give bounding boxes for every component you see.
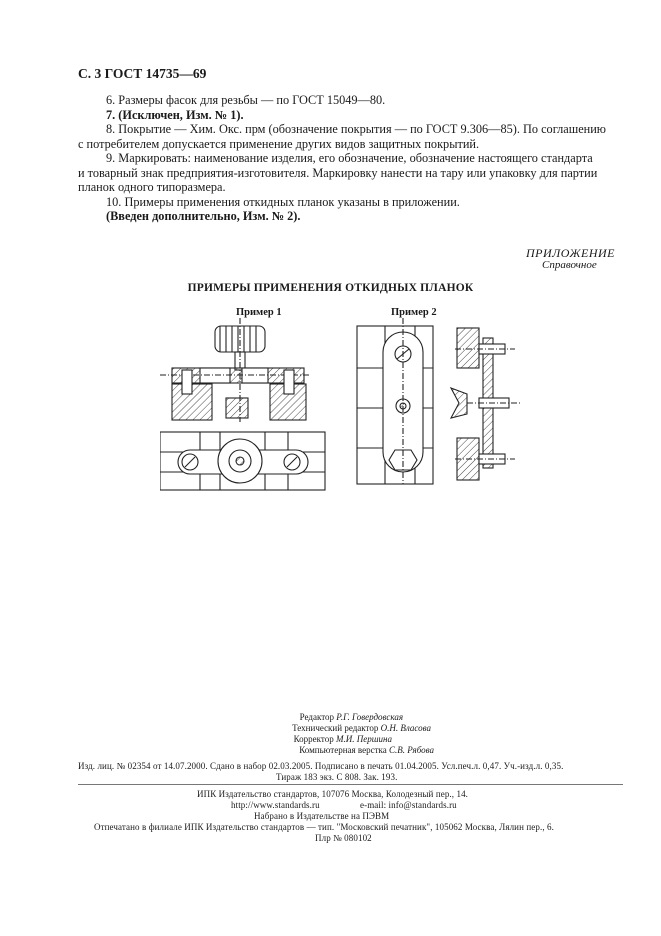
example2-drawing — [355, 318, 525, 488]
imprint-url: http://www.standards.ru — [231, 800, 320, 810]
credit-editor-role: Редактор — [299, 712, 335, 722]
item-9-line2: и товарный знак предприятия-изготовителя. Маркировку нанести на тару или упаковку для партии — [78, 166, 598, 180]
credit-editor-name: Р.Г. Говердовская — [336, 712, 403, 722]
credit-layout — [299, 745, 434, 757]
imprint-line7: Плр № 080102 — [315, 833, 372, 843]
item-7: 7. (Исключен, Изм. № 1). — [106, 108, 244, 122]
credit-layout-role: Компьютерная верстка — [299, 745, 387, 755]
imprint-line1: Изд. лиц. № 02354 от 14.07.2000. Сдано в набор 02.03.2005. Подписано в печать 01.04.2005. Усл.печ.л. 0,47. Уч.-изд.л. 0,35. — [78, 761, 564, 771]
page-header: С. 3 ГОСТ 14735—69 — [78, 66, 207, 81]
example2-label: Пример 2 — [391, 307, 437, 318]
example1-label: Пример 1 — [236, 307, 282, 318]
imprint-line2: Тираж 183 экз. С 808. Зак. 193. — [276, 772, 398, 782]
appendix-title: ПРИЛОЖЕНИЕ — [526, 246, 615, 260]
credit-corrector-role: Корректор — [293, 734, 334, 744]
credit-tech-role: Технический редактор — [292, 723, 379, 733]
item-9-line3: планок одного типоразмера. — [78, 180, 226, 194]
item-10: 10. Примеры применения откидных планок указаны в приложении. — [106, 195, 460, 209]
credit-corrector — [294, 734, 392, 746]
credit-corrector-name: М.И. Першина — [336, 734, 392, 744]
item-8-line2: с потребителем допускается применение других видов защитных покрытий. — [78, 137, 480, 151]
imprint-email: e-mail: info@standards.ru — [360, 800, 457, 810]
example1-drawing — [160, 318, 330, 493]
imprint-line5: Набрано в Издательстве на ПЭВМ — [254, 811, 390, 821]
imprint-rule — [78, 784, 623, 785]
item-9-line1: 9. Маркировать: наименование изделия, его обозначение, обозначение настоящего стандарта — [106, 151, 593, 165]
credit-layout-name: С.В. Рябова — [389, 745, 434, 755]
credit-editor — [300, 712, 403, 724]
credit-tech — [292, 723, 431, 735]
imprint-line6: Отпечатано в филиале ИПК Издательство стандартов — тип. "Московский печатник", 105062 Москва, Лялин пер., 6. — [94, 822, 554, 832]
appendix-subtitle: Справочное — [542, 259, 597, 271]
imprint-line3: ИПК Издательство стандартов, 107076 Москва, Колодезный пер., 14. — [197, 789, 469, 799]
credit-tech-name: О.Н. Власова — [380, 723, 431, 733]
appendix-heading: ПРИМЕРЫ ПРИМЕНЕНИЯ ОТКИДНЫХ ПЛАНОК — [187, 282, 474, 294]
item-6: 6. Размеры фасок для резьбы — по ГОСТ 15049—80. — [106, 93, 386, 107]
item-10-amendment: (Введен дополнительно, Изм. № 2). — [106, 209, 301, 223]
item-8-line1: 8. Покрытие — Хим. Окс. прм (обозначение покрытия — по ГОСТ 9.306—85). По соглашению — [106, 122, 606, 136]
